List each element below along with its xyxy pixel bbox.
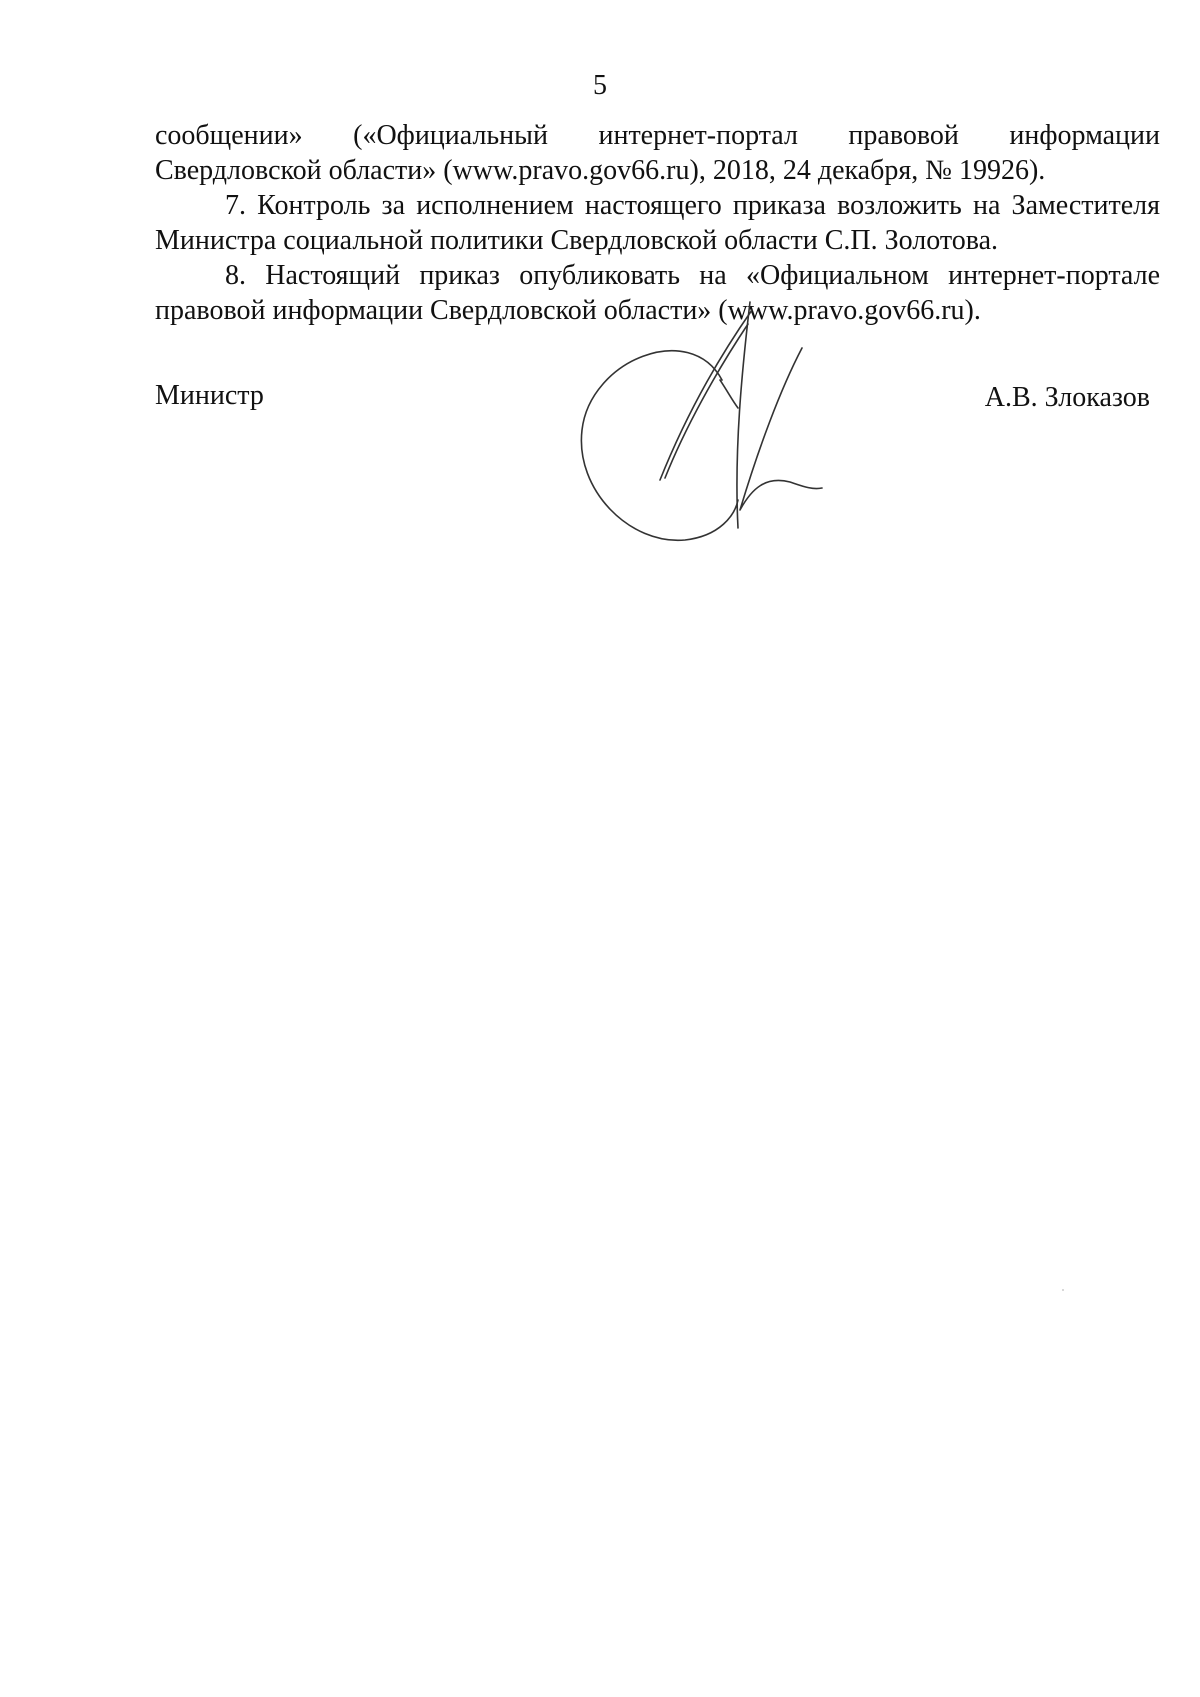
page-number: 5 [593,70,607,101]
scan-speck [1062,1289,1064,1291]
signatory-role: Министр [155,380,264,411]
paragraph-continuation-line-1: сообщении» («Официальный интернет-портал правовой информации [155,120,1160,151]
signature-tail-stroke [720,380,738,408]
signatory-name: А.В. Злоказов [984,382,1150,413]
signature-rise-stroke-2 [665,324,748,478]
document-body [155,118,1160,328]
paragraph-continuation-line-2: Свердловской области» (www.pravo.gov66.ru), 2018, 24 декабря, № 19926). [155,155,1046,186]
signature-right-stroke [740,348,822,510]
paragraph-item-8: 8. Настоящий приказ опубликовать на «Официальном интернет-портале правовой информации Свердловской области» (www.pravo.gov66.ru). [155,260,1160,326]
signature-descender-stroke [737,302,750,528]
paragraph-item-7: 7. Контроль за исполнением настоящего приказа возложить на Заместителя Министра социальной политики Свердловской области С.П. Золотова. [155,190,1160,256]
handwritten-signature-icon [570,300,840,580]
